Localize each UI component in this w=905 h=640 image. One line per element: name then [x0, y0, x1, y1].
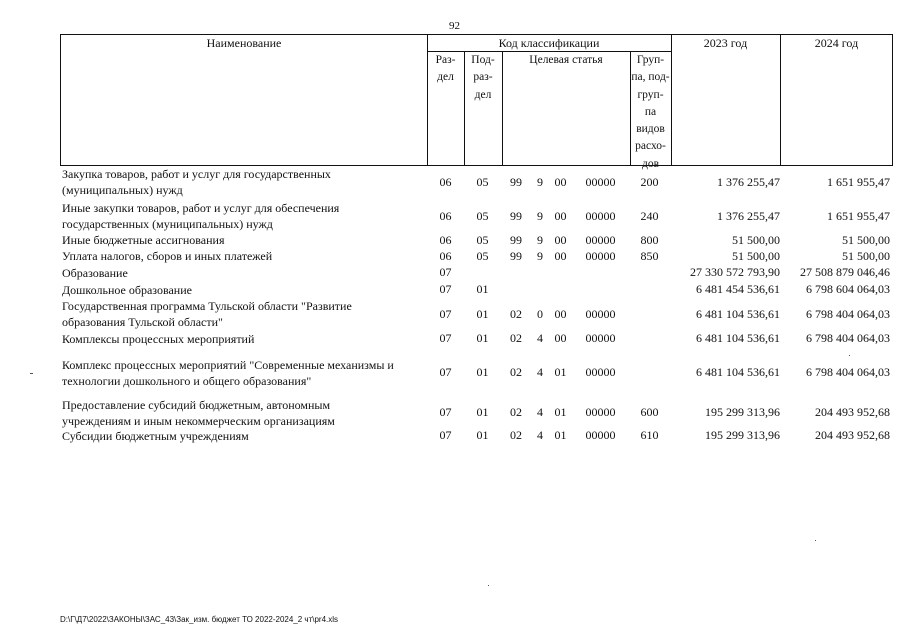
- row-name-line: Предоставление субсидий бюджетным, автономным: [62, 397, 331, 412]
- row-name: [62, 298, 427, 330]
- row-podrazdel: 01: [476, 306, 489, 321]
- header-divider: [671, 35, 672, 165]
- footer-file-path: D:\Г\Д7\2022\ЗАКОНЫ\ЗАС_43\Зак_изм. бюджет ТО 2022-2024_2 чт\pr4.xls: [60, 615, 339, 624]
- scan-mark: [30, 373, 33, 374]
- row-amount-2023: 51 500,00: [732, 232, 780, 247]
- row-target-direction: 00000: [585, 365, 616, 379]
- row-target-subprogram: [549, 264, 572, 281]
- row-name-line: (муниципальных) нужд: [62, 183, 183, 197]
- row-podrazdel: 05: [476, 248, 489, 263]
- row-name: [62, 331, 427, 347]
- row-name-line: Образование: [62, 265, 128, 280]
- header-vid-line: дов: [641, 157, 660, 170]
- header-vid-line: груп-: [637, 88, 664, 101]
- row-razdel: 07: [439, 265, 452, 279]
- row-name-line: Государственная программа Тульской области "Развитие: [62, 299, 352, 313]
- row-razdel: 07: [439, 405, 452, 419]
- table-row: [60, 166, 893, 198]
- row-podrazdel: 01: [476, 282, 489, 296]
- row-amount-2024: 6 798 404 064,03: [806, 365, 890, 379]
- row-target-program: 99: [510, 174, 522, 189]
- row-target-type: 9: [537, 248, 543, 263]
- row-amount-2024: 1 651 955,47: [827, 174, 890, 189]
- row-podrazdel: 05: [476, 232, 489, 247]
- table-row: [60, 200, 893, 232]
- row-amount-2024: 51 500,00: [842, 248, 890, 263]
- row-name-line: Уплата налогов, сборов и иных платежей: [62, 249, 273, 263]
- page-number: 92: [449, 20, 460, 32]
- row-target-type: [531, 264, 549, 281]
- row-target-type: 4: [537, 405, 543, 419]
- row-target-direction: 00000: [585, 428, 616, 442]
- row-amount-2023: 6 481 104 536,61: [696, 365, 780, 379]
- row-target-subprogram: 00: [554, 248, 567, 263]
- row-amount-2023: 6 481 454 536,61: [696, 282, 780, 296]
- row-target-type: 0: [537, 306, 543, 321]
- table-row: [60, 427, 893, 444]
- row-target-program: 99: [510, 248, 522, 263]
- row-target-direction: 00000: [585, 331, 616, 345]
- row-vid: 240: [640, 208, 659, 223]
- row-target-subprogram: 00: [554, 331, 567, 345]
- row-target-program: [501, 264, 531, 281]
- row-target-direction: 00000: [585, 174, 616, 189]
- header-year-2023: 2023 год: [703, 36, 748, 50]
- header-name: Наименование: [206, 36, 282, 50]
- row-podrazdel: 01: [476, 365, 489, 379]
- row-name-line: технологии дошкольного и общего образования": [62, 373, 312, 388]
- row-amount-2024: 51 500,00: [842, 232, 890, 247]
- row-name: [62, 265, 427, 281]
- header-vid: [630, 52, 671, 173]
- row-razdel: 07: [439, 428, 452, 442]
- row-name-line: Комплексы процессных мероприятий: [62, 331, 255, 346]
- table-row: [60, 298, 893, 330]
- row-podrazdel: 05: [476, 208, 489, 223]
- header-code-group: Код классификации: [498, 36, 600, 50]
- row-target-program: 02: [510, 405, 522, 419]
- row-podrazdel: 01: [476, 405, 489, 419]
- row-name: [62, 248, 427, 264]
- row-target-subprogram: [549, 281, 572, 298]
- row-target-subprogram: 00: [554, 232, 567, 247]
- row-name-line: Иные бюджетные ассигнования: [62, 233, 225, 247]
- row-razdel: 06: [439, 248, 452, 263]
- table-row: [60, 355, 893, 390]
- row-vid: 600: [640, 405, 659, 419]
- row-amount-2024: 204 493 952,68: [815, 405, 890, 419]
- row-target-direction: 00000: [585, 248, 616, 263]
- header-vid-line: па, под-: [631, 71, 670, 84]
- row-target-subprogram: 00: [554, 174, 567, 189]
- header-podrazdel-line: Под-: [471, 54, 495, 66]
- row-target-program: 02: [510, 331, 522, 345]
- row-name-line: учреждениям и иным некоммерческим организациям: [62, 413, 335, 428]
- row-target-type: 4: [537, 428, 543, 442]
- header-vid-line: видов: [636, 123, 665, 136]
- row-razdel: 07: [439, 282, 452, 296]
- row-target-program: 99: [510, 208, 522, 223]
- table-row: [60, 264, 893, 281]
- row-vid: [629, 355, 670, 390]
- row-name: [62, 166, 427, 198]
- row-target-direction: 00000: [585, 405, 616, 419]
- row-target-program: 02: [510, 306, 522, 321]
- scan-mark: [815, 540, 816, 541]
- row-razdel: 07: [439, 365, 452, 379]
- row-amount-2023: 6 481 104 536,61: [696, 306, 780, 321]
- row-name-line: Комплекс процессных мероприятий "Современные механизмы и: [62, 357, 394, 372]
- row-vid: 800: [640, 232, 659, 247]
- row-vid: [629, 330, 670, 347]
- header-podrazdel-line: раз-: [473, 71, 493, 84]
- row-target-type: [531, 281, 549, 298]
- row-amount-2024: 6 798 604 064,03: [806, 282, 890, 296]
- row-vid: [629, 264, 670, 281]
- row-razdel: 07: [439, 331, 452, 345]
- row-amount-2024: 27 508 879 046,46: [800, 265, 890, 279]
- header-target: Целевая статья: [529, 54, 603, 66]
- row-amount-2023: 1 376 255,47: [717, 208, 780, 223]
- row-amount-2023: 195 299 313,96: [705, 428, 780, 442]
- header-podrazdel-line: дел: [474, 88, 492, 101]
- row-podrazdel: 01: [476, 428, 489, 442]
- header-razdel-line: Раз-: [435, 54, 456, 66]
- row-amount-2023: 27 330 572 793,90: [690, 265, 780, 279]
- row-podrazdel: [464, 264, 501, 281]
- row-razdel: 06: [439, 208, 452, 223]
- scan-mark: [849, 355, 850, 356]
- row-target-direction: [572, 264, 629, 281]
- row-name-line: Закупка товаров, работ и услуг для государственных: [62, 167, 331, 181]
- row-target-subprogram: 00: [554, 306, 567, 321]
- row-podrazdel: 05: [476, 174, 489, 189]
- row-amount-2023: 1 376 255,47: [717, 174, 780, 189]
- row-target-type: 9: [537, 174, 543, 189]
- header-vid-line: расхо-: [635, 140, 666, 153]
- row-target-type: 9: [537, 232, 543, 247]
- row-name-line: Дошкольное образование: [62, 282, 192, 297]
- row-name-line: Иные закупки товаров, работ и услуг для обеспечения: [62, 201, 340, 215]
- row-name-line: образования Тульской области": [62, 315, 223, 329]
- row-target-type: 9: [537, 208, 543, 223]
- header-divider: [780, 35, 781, 165]
- row-target-program: 99: [510, 232, 522, 247]
- row-vid: [629, 281, 670, 298]
- row-amount-2024: 204 493 952,68: [815, 428, 890, 442]
- table-row: [60, 396, 893, 429]
- row-amount-2024: 1 651 955,47: [827, 208, 890, 223]
- row-target-program: [501, 281, 531, 298]
- row-target-direction: 00000: [585, 232, 616, 247]
- header-razdel-line: дел: [437, 71, 454, 84]
- table-row: [60, 248, 893, 264]
- row-name: [62, 428, 427, 444]
- header-vid-line: па: [644, 105, 657, 118]
- row-name: [62, 357, 427, 389]
- row-amount-2024: 6 798 404 064,03: [806, 331, 890, 345]
- row-name-line: государственных (муниципальных) нужд: [62, 217, 273, 231]
- row-name: [62, 397, 427, 429]
- row-amount-2023: 6 481 104 536,61: [696, 331, 780, 345]
- table-header: [60, 34, 893, 170]
- scan-mark: [488, 585, 489, 586]
- row-amount-2024: 6 798 404 064,03: [806, 306, 890, 321]
- row-target-subprogram: 01: [554, 428, 567, 442]
- header-podrazdel: [464, 52, 502, 104]
- row-target-program: 02: [510, 428, 522, 442]
- row-vid: 850: [640, 248, 659, 263]
- row-razdel: 06: [439, 232, 452, 247]
- row-target-subprogram: 00: [554, 208, 567, 223]
- row-name: [62, 282, 427, 298]
- row-razdel: 06: [439, 174, 452, 189]
- table-row: [60, 232, 893, 248]
- row-target-direction: [572, 281, 629, 298]
- header-razdel: [427, 52, 464, 87]
- row-amount-2023: 195 299 313,96: [705, 405, 780, 419]
- row-target-direction: 00000: [585, 208, 616, 223]
- row-razdel: 07: [439, 306, 452, 321]
- row-target-type: 4: [537, 331, 543, 345]
- row-target-program: 02: [510, 365, 522, 379]
- row-target-subprogram: 01: [554, 365, 567, 379]
- row-podrazdel: 01: [476, 331, 489, 345]
- row-target-subprogram: 01: [554, 405, 567, 419]
- row-name: [62, 232, 427, 248]
- header-year-2024: 2024 год: [814, 36, 859, 50]
- row-name: [62, 200, 427, 232]
- row-vid: 610: [640, 428, 659, 442]
- row-amount-2023: 51 500,00: [732, 248, 780, 263]
- row-name-line: Субсидии бюджетным учреждениям: [62, 428, 249, 443]
- row-vid: [629, 298, 670, 330]
- table-row: [60, 281, 893, 298]
- row-vid: 200: [640, 174, 659, 189]
- row-target-type: 4: [537, 365, 543, 379]
- header-vid-line: Груп-: [636, 54, 665, 66]
- row-target-direction: 00000: [585, 306, 616, 321]
- table-row: [60, 330, 893, 347]
